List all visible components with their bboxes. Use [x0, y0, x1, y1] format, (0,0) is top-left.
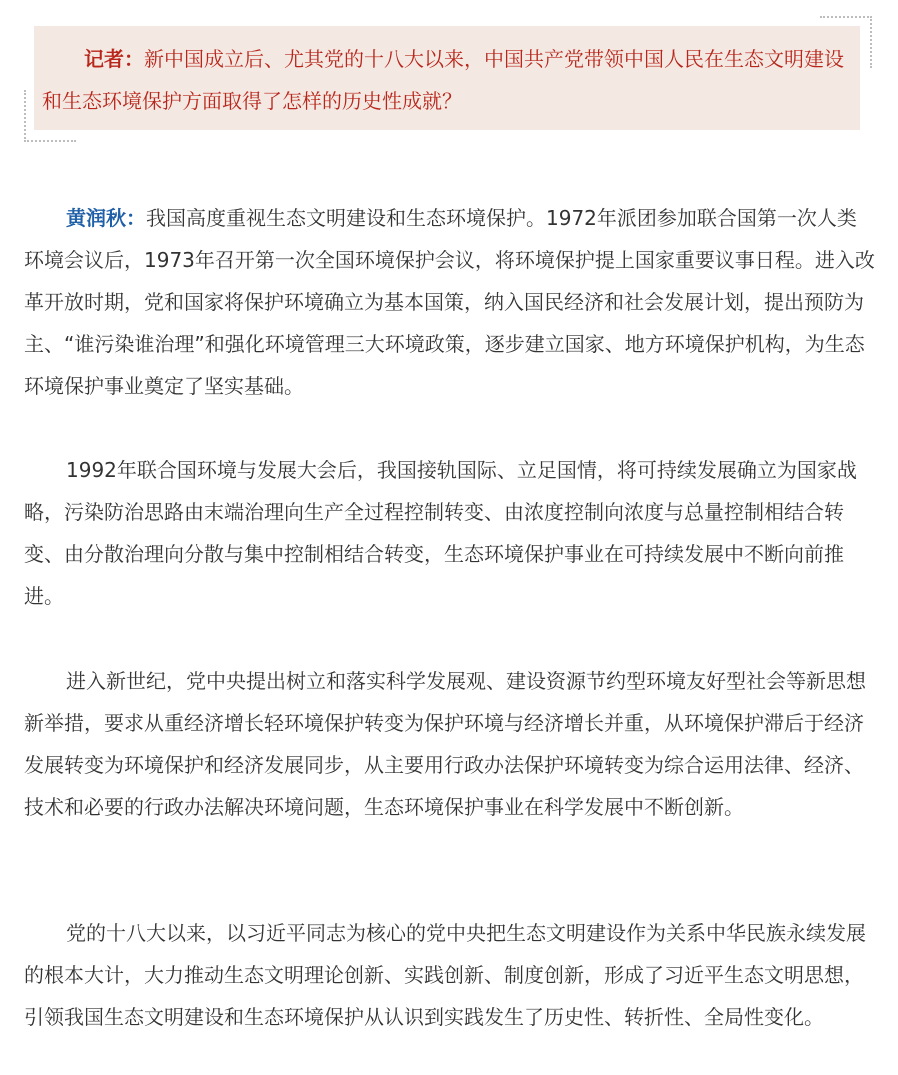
answer-paragraph-text: 进入新世纪，党中央提出树立和落实科学发展观、建设资源节约型环境友好型社会等新思想新举措，要求从重经济增长轻环境保护转变为保护环境与经济增长并重，从环境保护滞后于经济发展转变为环境保护和经济发展同步，从主要用行政办法保护环境转变为综合运用法律、经济、技术和必要的行政办法解决环境问题，生态环境保护事业在科学发展中不断创新。	[24, 669, 866, 819]
answer-speaker: 黄润秋：	[66, 206, 146, 230]
answer-paragraph-text: 党的十八大以来，以习近平同志为核心的党中央把生态文明建设作为关系中华民族永续发展的根本大计，大力推动生态文明理论创新、实践创新、制度创新，形成了习近平生态文明思想，引领我国生态文明建设和生态环境保护从认识到实践发生了历史性、转折性、全局性变化。	[24, 921, 866, 1029]
question-box	[34, 26, 860, 130]
question-text: 新中国成立后、尤其党的十八大以来，中国共产党带领中国人民在生态文明建设和生态环境保护方面取得了怎样的历史性成就？	[42, 47, 844, 113]
answer-paragraph-2	[24, 449, 876, 617]
answer-paragraph-1	[24, 197, 876, 407]
question-section	[24, 16, 872, 142]
answer-paragraph-text: 1992年联合国环境与发展大会后，我国接轨国际、立足国情，将可持续发展确立为国家战略，污染防治思路由末端治理向生产全过程控制转变、由浓度控制向浓度与总量控制相结合转变、由分散治理向分散与集中控制相结合转变，生态环境保护事业在可持续发展中不断向前推进。	[24, 458, 857, 608]
answer-paragraph-4	[24, 912, 876, 1038]
answer-paragraph-3	[24, 660, 876, 828]
answer-paragraph-text: 我国高度重视生态文明建设和生态环境保护。1972年派团参加联合国第一次人类环境会议后，1973年召开第一次全国环境保护会议，将环境保护提上国家重要议事日程。进入改革开放时期，党和国家将保护环境确立为基本国策，纳入国民经济和社会发展计划，提出预防为主、“谁污染谁治理”和强化环境管理三大环境政策，逐步建立国家、地方环境保护机构，为生态环境保护事业奠定了坚实基础。	[24, 206, 875, 398]
question-speaker: 记者：	[84, 47, 144, 71]
